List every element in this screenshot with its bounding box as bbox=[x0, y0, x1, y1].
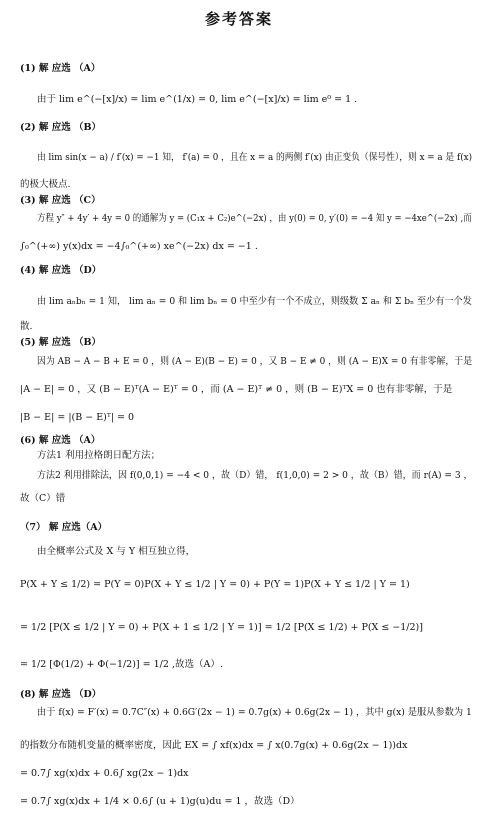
answer-line: |B − E| = |(B − E)ᵀ| = 0 bbox=[20, 412, 135, 423]
answer-line: = 0.7∫ xg(x)dx + 1/4 × 0.6∫ (u + 1)g(u)du = 1 ，故选（D） bbox=[20, 796, 300, 807]
answer-line: = 0.7∫ xg(x)dx + 0.6∫ xg(2x − 1)dx bbox=[20, 768, 189, 779]
question-heading: (3) 解 应选 （C） bbox=[20, 195, 101, 206]
answer-line: 由于 lim e^(−[x]/x) = lim e^(1/x) = 0, lim e^(−[x]/x) = lim e⁰ = 1 . bbox=[37, 94, 358, 105]
question-heading: (8) 解 应选 （D） bbox=[20, 689, 102, 700]
answer-line: 故（C）错 bbox=[20, 493, 66, 504]
answer-line: |A − E| = 0 ，又 (B − E)ᵀ(A − E)ᵀ = 0 ，而 (A − E)ᵀ ≠ 0 ，则 (B − E)ᵀX = 0 也有非零解，于是 bbox=[20, 384, 453, 395]
answer-line: 散. bbox=[20, 321, 33, 332]
answer-line: 的指数分布随机变量的概率密度，因此 EX = ∫ xf(x)dx = ∫ x(0.7g(x) + 0.6g(2x − 1))dx bbox=[20, 740, 408, 751]
answer-line: 因为 AB − A − B + E = 0 ，则 (A − E)(B − E) = 0 ，又 B − E ≠ 0 ，则 (A − E)X = 0 有非零解，于是 bbox=[37, 356, 473, 367]
answer-line: ∫₀^(+∞) y(x)dx = −4∫₀^(+∞) xe^(−2x) dx = −1 . bbox=[20, 241, 258, 252]
answer-line: 由 lim sin(x − a) / f′(x) = −1 知， f′(a) = 0 ，且在 x = a 的两侧 f′(x) 由正变负（保号性），则 x = a 是 f(x) bbox=[37, 152, 472, 163]
answer-line: 方程 y″ + 4y′ + 4y = 0 的通解为 y = (C₁x + C₂)e^(−2x) ，由 y(0) = 0, y′(0) = −4 知 y = −4xe^(−2x) ,而 bbox=[37, 213, 472, 224]
answer-line: 方法1 利用拉格朗日配方法； bbox=[37, 450, 161, 461]
answer-line: 方法2 利用排除法，因 f(0,0,1) = −4 < 0 ，故（D）错， f(1,0,0) = 2 > 0 ，故（B）错，而 r(A) = 3 ， bbox=[37, 470, 473, 481]
question-heading: (2) 解 应选 （B） bbox=[20, 122, 102, 133]
question-heading: （7） 解 应选（A） bbox=[20, 522, 108, 533]
question-heading: (6) 解 应选 （A） bbox=[20, 435, 101, 446]
question-heading: (5) 解 应选 （B） bbox=[20, 337, 102, 348]
page-title: 参考答案 bbox=[204, 10, 273, 28]
answer-line: 的极大极点. bbox=[20, 179, 71, 190]
question-heading: (4) 解 应选 （D） bbox=[20, 265, 102, 276]
answer-line: P(X + Y ≤ 1/2) = P(Y = 0)P(X + Y ≤ 1/2 | Y = 0) + P(Y = 1)P(X + Y ≤ 1/2 | Y = 1) bbox=[20, 579, 410, 590]
answer-line: = 1/2 [P(X ≤ 1/2 | Y = 0) + P(X + 1 ≤ 1/2 | Y = 1)] = 1/2 [P(X ≤ 1/2) + P(X ≤ −1/2)] bbox=[20, 622, 423, 633]
answer-line: = 1/2 [Φ(1/2) + Φ(−1/2)] = 1/2 ,故选（A）. bbox=[20, 659, 223, 670]
answer-line: 由于 f(x) = F′(x) = 0.7C″(x) + 0.6G′(2x − 1) = 0.7g(x) + 0.6g(2x − 1) ，其中 g(x) 是服从参数为 1 bbox=[37, 707, 472, 718]
answer-line: 由 lim aₙbₙ = 1 知， lim aₙ = 0 和 lim bₙ = 0 中至少有一个不成立，则级数 Σ aₙ 和 Σ bₙ 至少有一个发 bbox=[37, 296, 472, 307]
answer-line: 由全概率公式及 X 与 Y 相互独立得， bbox=[37, 546, 196, 557]
question-heading: (1) 解 应选 （A） bbox=[20, 63, 101, 74]
